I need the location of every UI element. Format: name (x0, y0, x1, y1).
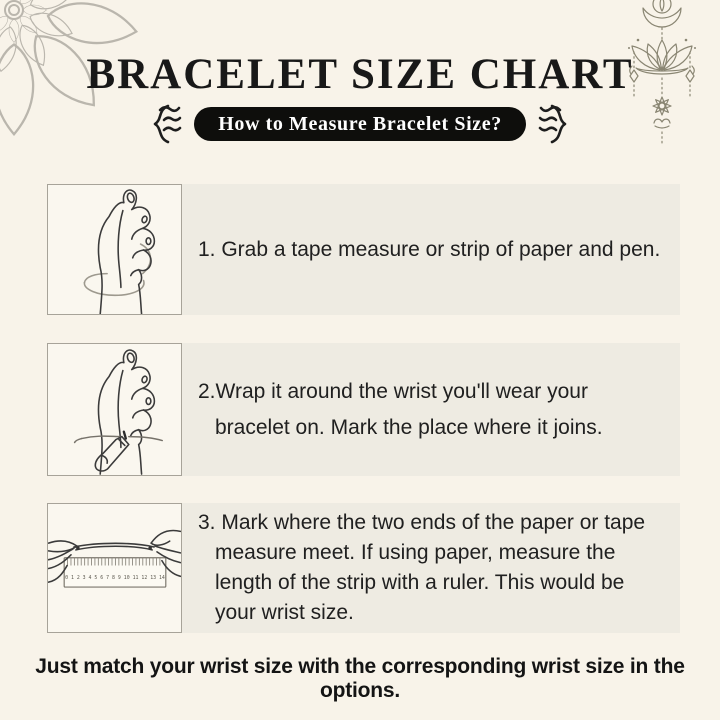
curly-flourish-left-icon (150, 103, 184, 145)
how-to-measure-badge: How to Measure Bracelet Size? (194, 107, 526, 141)
hands-holding-strip-over-ruler-illustration (47, 503, 182, 633)
step-2-instruction: 2.Wrap it around the wrist you'll wear your bracelet on. Mark the place where it joins. (198, 379, 603, 439)
fist-with-pen-marking-wrist-illustration (47, 343, 182, 476)
subtitle-badge-row (0, 103, 720, 145)
step-row-2 (47, 343, 680, 476)
ruler-numbers: 0 1 2 3 4 5 6 7 8 9 10 11 12 13 14 (65, 575, 165, 582)
step-row-1 (47, 184, 680, 315)
step-text-1 (182, 184, 680, 315)
curly-flourish-right-icon (536, 103, 570, 145)
fist-with-tape-loop-illustration (47, 184, 182, 315)
step-text-3 (182, 503, 680, 633)
footer-note: Just match your wrist size with the corresponding wrist size in the options. (35, 655, 685, 702)
step-3-instruction: 3. Mark where the two ends of the paper or tape measure meet. If using paper, measure the length of the strip with a ruler. This would be your wrist size. (198, 511, 646, 624)
page-title: BRACELET SIZE CHART (86, 51, 634, 98)
step-text-2 (182, 343, 680, 476)
step-1-instruction: 1. Grab a tape measure or strip of paper and pen. (198, 237, 661, 261)
step-row-3 (47, 503, 680, 633)
